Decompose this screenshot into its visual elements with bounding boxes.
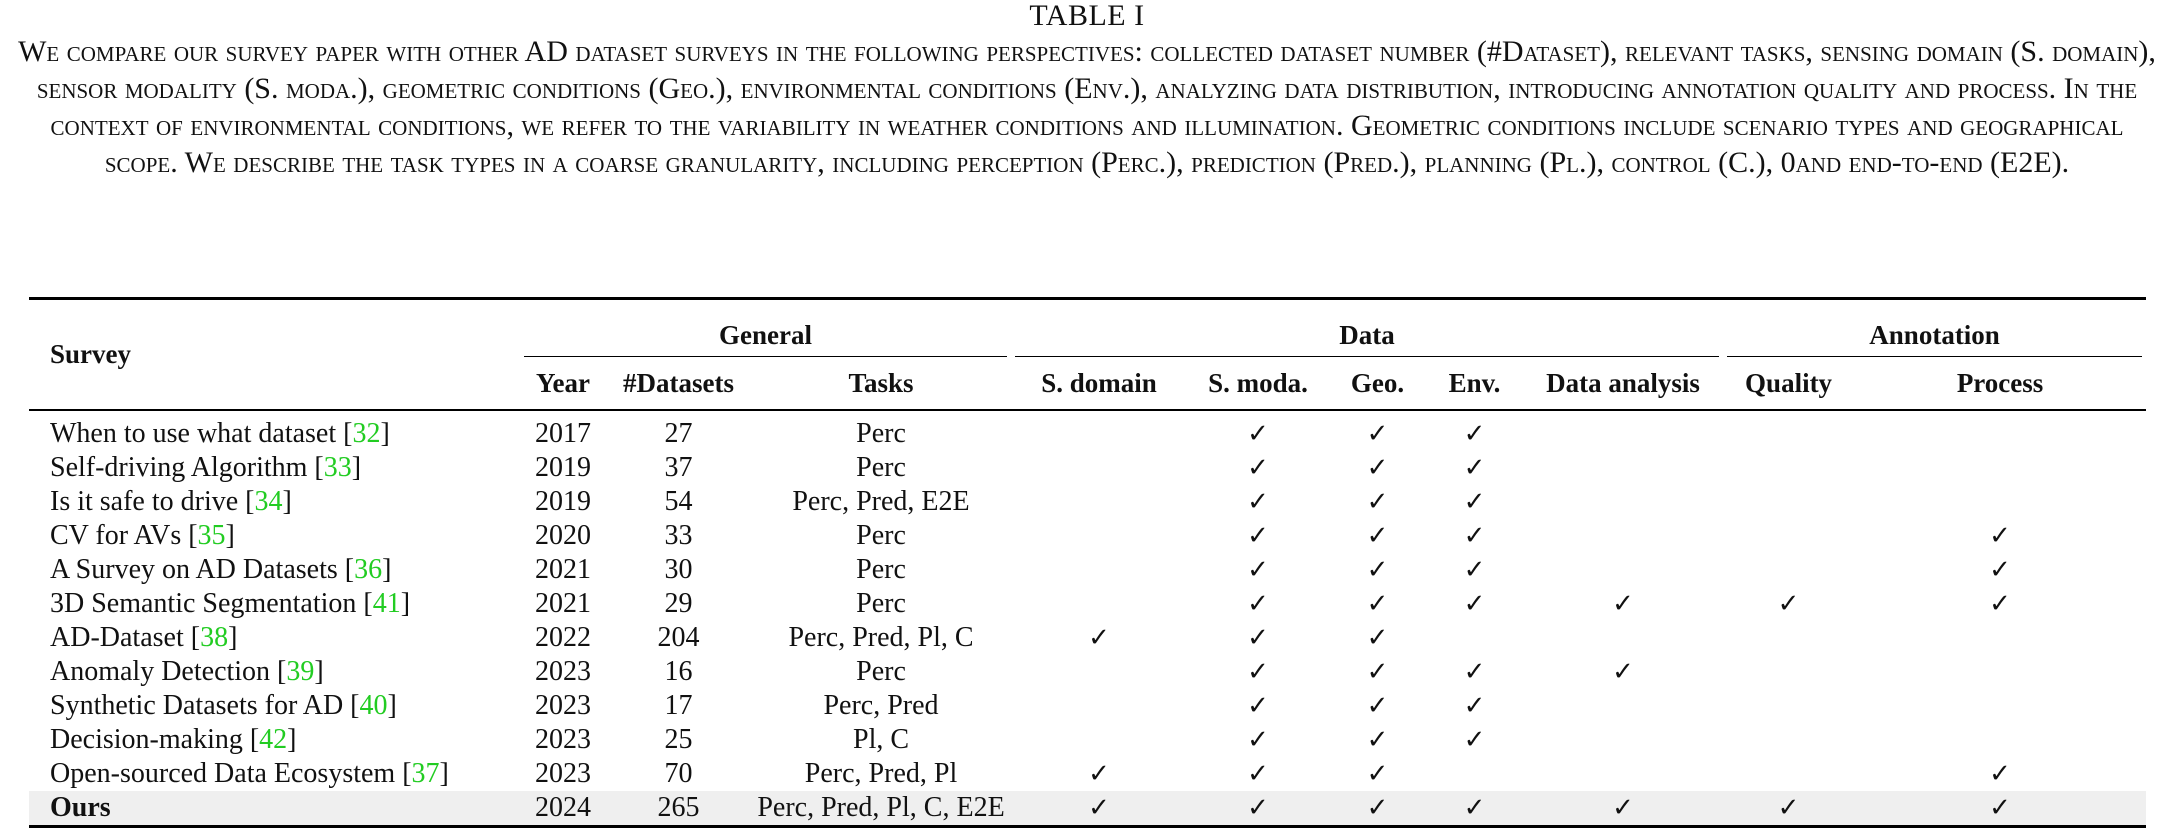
geo-check-icon: ✓ [1366, 521, 1389, 551]
citation-bracket: ] [400, 588, 411, 619]
data-analysis-check-icon: ✓ [1612, 657, 1634, 687]
datasets-cell: 17 [664, 690, 693, 721]
year-cell: 2022 [535, 622, 591, 653]
data-analysis-check-icon: ✓ [1523, 791, 1723, 827]
s-domain-cell [1011, 689, 1187, 723]
env-check-icon: ✓ [1463, 657, 1486, 687]
process-check-icon: ✓ [1989, 589, 2011, 619]
s-domain-cell [1011, 451, 1187, 485]
tasks-cell: Perc, Pred [823, 690, 939, 721]
tasks-cell: Perc [856, 554, 906, 585]
s-moda-check-icon: ✓ [1247, 691, 1269, 721]
geo-check-icon: ✓ [1366, 589, 1389, 619]
s-domain-check-icon: ✓ [1088, 623, 1110, 653]
year-cell: 2021 [535, 588, 591, 619]
table-row [29, 587, 2146, 621]
survey-name: Open-sourced Data Ecosystem [ [50, 758, 412, 789]
geo-check-icon: ✓ [1366, 555, 1389, 585]
geo-check-icon: ✓ [1329, 791, 1426, 827]
s-domain-cell [1011, 723, 1187, 757]
quality-cell [1723, 757, 1854, 791]
geo-check-icon: ✓ [1366, 691, 1389, 721]
citation-bracket: ] [439, 758, 449, 789]
quality-check-icon: ✓ [1777, 589, 1800, 619]
process-cell [1854, 485, 2146, 519]
comparison-table-wrapper [29, 297, 2146, 828]
datasets-cell: 265 [606, 791, 751, 827]
env-cell [1426, 621, 1523, 655]
geo-check-icon: ✓ [1366, 725, 1389, 755]
survey-name: Is it safe to drive [ [50, 486, 255, 517]
data-analysis-cell [1523, 621, 1723, 655]
datasets-cell: 16 [664, 656, 693, 687]
quality-cell [1723, 451, 1854, 485]
quality-cell [1723, 689, 1854, 723]
year-cell: 2017 [535, 418, 591, 449]
survey-name: Anomaly Detection [ [50, 656, 287, 687]
survey-name-cell [29, 587, 520, 621]
citation-bracket: ] [387, 690, 397, 721]
s-domain-cell [1011, 553, 1187, 587]
survey-name-cell [29, 519, 520, 553]
citation-link[interactable]: 39 [286, 656, 315, 687]
col-s-domain-header: S. domain [1041, 367, 1157, 398]
process-cell [1854, 723, 2146, 757]
table-row [29, 655, 2146, 689]
data-analysis-check-icon: ✓ [1612, 589, 1634, 619]
table-caption: We compare our survey paper with other AD dataset surveys in the following perspectives: collected dataset number (#Dataset), relevant tasks, sensing domain (S. domain), sensor modality (S. moda.), geometric conditions (Geo.), environmental conditions (Env.), analyzing data distribution, introducing annotation quality and process. In the context of environmental conditions, we refer to the variability in weather conditions and illumination. Geometric conditions include scenario types and geographical scope. We describe the task types in a coarse granularity, including perception (Perc.), prediction (Pred.), planning (Pl.), control (C.), 0and end-to-end (E2E). [18, 35, 2156, 179]
data-analysis-cell [1523, 553, 1723, 587]
year-cell: 2021 [535, 554, 591, 585]
quality-cell [1723, 410, 1854, 451]
process-cell [1854, 621, 2146, 655]
tasks-cell: Perc, Pred, Pl [804, 758, 958, 789]
col-env-header: Env. [1448, 367, 1501, 398]
survey-name-cell [29, 689, 520, 723]
datasets-cell: 37 [664, 452, 693, 483]
geo-check-icon: ✓ [1366, 487, 1389, 517]
tasks-cell: Perc, Pred, Pl, C, E2E [751, 791, 1011, 827]
citation-bracket: ] [314, 656, 324, 687]
survey-name: A Survey on AD Datasets [ [50, 554, 355, 585]
citation-link[interactable]: 42 [259, 724, 288, 755]
col-geo-header: Geo. [1350, 367, 1405, 398]
year-cell: 2023 [535, 690, 591, 721]
survey-header: Survey [50, 339, 131, 369]
env-check-icon: ✓ [1463, 555, 1486, 585]
s-moda-check-icon: ✓ [1247, 521, 1269, 551]
s-domain-cell [1011, 519, 1187, 553]
datasets-cell: 29 [664, 588, 693, 619]
group-data-header: Data [1011, 299, 1723, 358]
survey-name: Self-driving Algorithm [ [50, 452, 324, 483]
env-check-icon: ✓ [1426, 791, 1523, 827]
table-number: TABLE I [1029, 0, 1145, 32]
datasets-cell: 54 [664, 486, 693, 517]
geo-check-icon: ✓ [1366, 453, 1389, 483]
citation-link[interactable]: 33 [323, 452, 352, 483]
survey-name-cell [29, 553, 520, 587]
group-annotation-header: Annotation [1723, 299, 2146, 358]
survey-name-cell [29, 655, 520, 689]
s-moda-check-icon: ✓ [1247, 657, 1269, 687]
table-row [29, 757, 2146, 791]
table-row [29, 621, 2146, 655]
citation-link[interactable]: 35 [197, 520, 226, 551]
data-analysis-cell [1523, 723, 1723, 757]
process-cell [1854, 655, 2146, 689]
table-row [29, 553, 2146, 587]
citation-bracket: ] [282, 486, 292, 517]
data-analysis-cell [1523, 485, 1723, 519]
quality-cell [1723, 553, 1854, 587]
year-cell: 2023 [535, 656, 591, 687]
survey-name-cell [29, 723, 520, 757]
survey-name-cell [29, 791, 520, 827]
env-check-icon: ✓ [1463, 589, 1486, 619]
process-check-icon: ✓ [1989, 555, 2011, 585]
s-moda-check-icon: ✓ [1247, 725, 1269, 755]
s-moda-check-icon: ✓ [1247, 623, 1269, 653]
col-datasets-header: #Datasets [623, 367, 734, 398]
survey-name: 3D Semantic Segmentation [ [50, 588, 373, 619]
year-cell: 2024 [520, 791, 606, 827]
s-moda-check-icon: ✓ [1247, 759, 1269, 789]
process-check-icon: ✓ [1989, 759, 2011, 789]
ours-row [29, 791, 2146, 827]
data-analysis-cell [1523, 410, 1723, 451]
datasets-cell: 25 [664, 724, 693, 755]
citation-bracket: ] [351, 452, 362, 483]
geo-check-icon: ✓ [1366, 623, 1389, 653]
header-group-row [29, 299, 2146, 358]
survey-name: Ours [50, 792, 111, 823]
year-cell: 2023 [535, 724, 591, 755]
s-moda-check-icon: ✓ [1247, 589, 1269, 619]
s-domain-cell [1011, 655, 1187, 689]
citation-bracket: ] [380, 418, 390, 449]
s-moda-check-icon: ✓ [1247, 487, 1269, 517]
table-row [29, 519, 2146, 553]
col-data-analysis-header: Data analysis [1546, 367, 1700, 398]
survey-name: Synthetic Datasets for AD [ [50, 690, 360, 721]
citation-link[interactable]: 34 [254, 486, 283, 517]
citation-link[interactable]: 32 [352, 418, 381, 449]
year-cell: 2020 [535, 520, 591, 551]
citation-link[interactable]: 40 [359, 690, 388, 721]
quality-check-icon: ✓ [1723, 791, 1854, 827]
data-analysis-cell [1523, 519, 1723, 553]
tasks-cell: Perc, Pred, E2E [792, 486, 970, 517]
citation-bracket: ] [228, 622, 238, 653]
survey-name: AD-Dataset [ [50, 622, 201, 653]
citation-link[interactable]: 41 [372, 588, 401, 619]
quality-cell [1723, 655, 1854, 689]
year-cell: 2023 [535, 758, 591, 789]
s-moda-check-icon: ✓ [1247, 555, 1269, 585]
s-moda-check-icon: ✓ [1187, 791, 1329, 827]
geo-check-icon: ✓ [1366, 657, 1389, 687]
env-check-icon: ✓ [1463, 691, 1486, 721]
quality-cell [1723, 621, 1854, 655]
table-row [29, 485, 2146, 519]
table-row [29, 410, 2146, 451]
col-year-header: Year [536, 367, 590, 398]
process-cell [1854, 451, 2146, 485]
table-row [29, 689, 2146, 723]
s-moda-check-icon: ✓ [1247, 453, 1269, 483]
group-general-header: General [520, 299, 1011, 358]
citation-bracket: ] [382, 554, 392, 585]
env-check-icon: ✓ [1463, 725, 1486, 755]
datasets-cell: 27 [664, 418, 693, 449]
datasets-cell: 33 [664, 520, 693, 551]
process-check-icon: ✓ [1854, 791, 2146, 827]
env-check-icon: ✓ [1463, 453, 1486, 483]
col-quality-header: Quality [1745, 367, 1833, 398]
s-domain-cell [1011, 485, 1187, 519]
citation-link[interactable]: 36 [354, 554, 383, 585]
survey-name: CV for AVs [ [50, 520, 198, 551]
geo-check-icon: ✓ [1366, 759, 1389, 789]
tasks-cell: Perc [856, 452, 906, 483]
quality-cell [1723, 519, 1854, 553]
survey-name: When to use what dataset [ [50, 418, 353, 449]
survey-name-cell [29, 451, 520, 485]
data-analysis-cell [1523, 757, 1723, 791]
table-body [29, 410, 2146, 827]
datasets-cell: 70 [664, 758, 693, 789]
process-cell [1854, 689, 2146, 723]
quality-cell [1723, 723, 1854, 757]
s-moda-check-icon: ✓ [1247, 419, 1269, 449]
geo-check-icon: ✓ [1366, 419, 1389, 449]
citation-bracket: ] [287, 724, 297, 755]
datasets-cell: 30 [664, 554, 693, 585]
tasks-cell: Perc [856, 588, 906, 619]
tasks-cell: Perc, Pred, Pl, C [788, 622, 974, 653]
env-cell [1426, 757, 1523, 791]
col-s-moda-header: S. moda. [1208, 367, 1308, 398]
tasks-cell: Pl, C [853, 724, 910, 755]
env-check-icon: ✓ [1463, 487, 1486, 517]
env-check-icon: ✓ [1463, 521, 1486, 551]
table-row [29, 451, 2146, 485]
citation-link[interactable]: 37 [411, 758, 440, 789]
survey-name-cell [29, 757, 520, 791]
survey-name-cell [29, 410, 520, 451]
process-cell [1854, 410, 2146, 451]
quality-cell [1723, 485, 1854, 519]
s-domain-check-icon: ✓ [1088, 759, 1110, 789]
env-check-icon: ✓ [1463, 419, 1486, 449]
tasks-cell: Perc [856, 520, 906, 551]
s-domain-check-icon: ✓ [1011, 791, 1187, 827]
year-cell: 2019 [535, 486, 591, 517]
s-domain-cell [1011, 410, 1187, 451]
citation-bracket: ] [225, 520, 235, 551]
comparison-table [29, 297, 2146, 828]
process-check-icon: ✓ [1989, 521, 2011, 551]
datasets-cell: 204 [657, 622, 700, 653]
col-process-header: Process [1956, 367, 2044, 398]
tasks-cell: Perc [856, 656, 906, 687]
survey-name-cell [29, 621, 520, 655]
col-tasks-header: Tasks [848, 367, 914, 398]
tasks-cell: Perc [856, 418, 906, 449]
table-row [29, 723, 2146, 757]
s-domain-cell [1011, 587, 1187, 621]
data-analysis-cell [1523, 451, 1723, 485]
survey-name-cell [29, 485, 520, 519]
citation-link[interactable]: 38 [200, 622, 229, 653]
year-cell: 2019 [535, 452, 591, 483]
data-analysis-cell [1523, 689, 1723, 723]
survey-name: Decision-making [ [50, 724, 260, 755]
